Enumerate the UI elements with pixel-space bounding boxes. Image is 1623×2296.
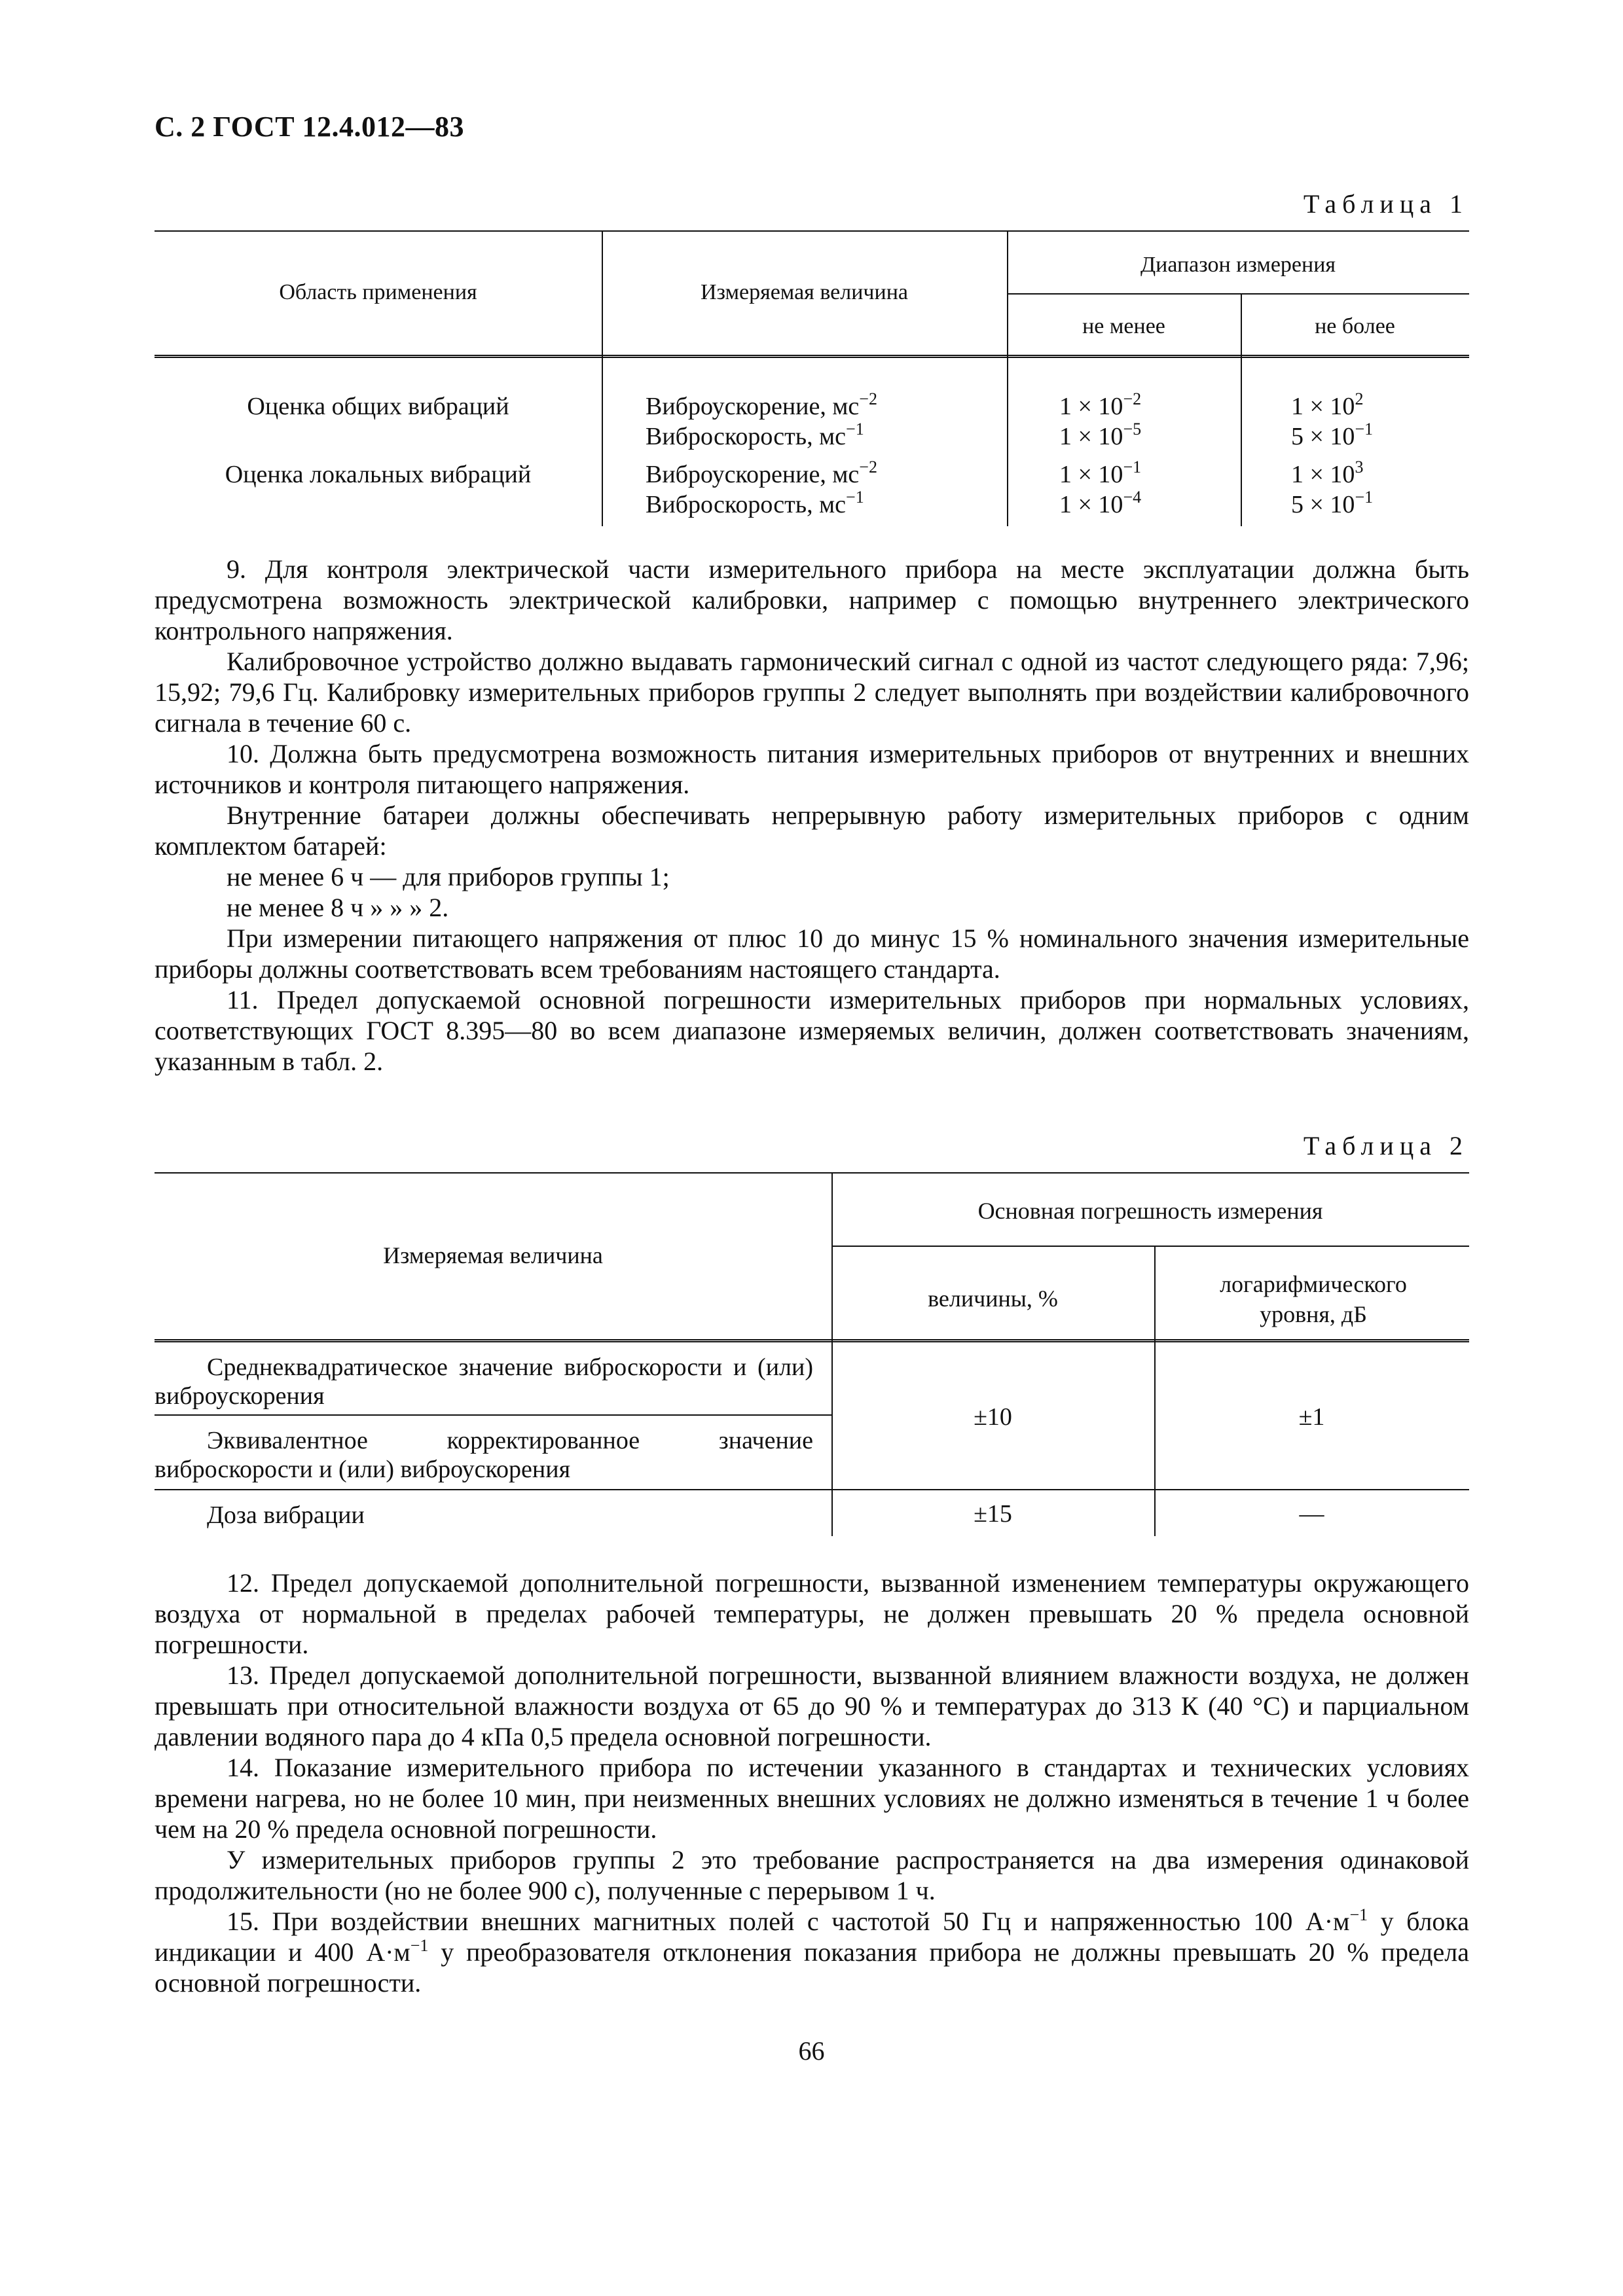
value-text: 1 × 10 — [1059, 461, 1123, 488]
quantity-text: Виброскорость, мс — [646, 491, 847, 518]
exponent: 3 — [1355, 457, 1364, 476]
value-text: 1 × 10 — [1059, 393, 1123, 420]
table2-header-log: логарифмического уровня, дБ — [1220, 1271, 1407, 1327]
table2-log-cell: — — [1299, 1500, 1324, 1528]
table1-area-cell: Оценка общих вибраций — [247, 393, 509, 420]
table1-caption: Таблица 1 — [1303, 189, 1468, 219]
value-text: 1 × 10 — [1059, 423, 1123, 450]
exponent: −2 — [859, 457, 877, 476]
exponent: −5 — [1123, 420, 1142, 439]
exponent: −2 — [859, 389, 877, 408]
table1-header-rule — [155, 355, 1469, 358]
table2-row-equivalent — [155, 1426, 813, 1484]
table1-max-cell — [1291, 459, 1373, 520]
table1-header-range: Диапазон измерения — [1140, 253, 1336, 277]
page-header: С. 2 ГОСТ 12.4.012—83 — [155, 111, 465, 143]
table2-value-cell: ±15 — [974, 1500, 1012, 1528]
value-text: 1 × 10 — [1291, 393, 1355, 420]
table1-area-cell: Оценка локальных вибраций — [225, 461, 532, 488]
table2-header-value: величины, % — [928, 1285, 1058, 1312]
table2-top-rule — [155, 1172, 1469, 1174]
text-run: у преобразователя отклонения показания прибора не должны превышать 20 % предела основной погрешности. — [155, 1937, 1470, 1998]
page-number: 66 — [798, 2036, 825, 2066]
paragraph: не менее 6 ч — для приборов группы 1; — [227, 862, 670, 891]
paragraph: У измерительных приборов группы 2 это требование распространяется на два измерения одинаковой продолжительности (но не более 900 с), полученные с перерывом 1 ч. — [155, 1845, 1469, 1905]
text-run: 15. При воздействии внешних магнитных полей с частотой 50 Гц и напряженностью 100 А·м — [227, 1907, 1350, 1936]
table1-min-cell — [1059, 391, 1141, 452]
table2-row-rule — [155, 1414, 831, 1416]
value-text: 5 × 10 — [1291, 423, 1355, 450]
table1-max-cell — [1291, 391, 1373, 452]
table2-divider — [1154, 1246, 1156, 1536]
paragraph: 13. Предел допускаемой дополнительной погрешности, вызванной влиянием влажности воздуха, не должен превышать при относительной влажности воздуха от 65 до 90 % и температурах до 313 К (40 °С) и парциальном давлении водяного пара до 4 кПа 0,5 предела основной погрешности. — [155, 1660, 1469, 1751]
table1-header-min: не менее — [1082, 314, 1165, 338]
exponent: −1 — [1355, 420, 1374, 439]
table1-subheader-rule — [1007, 293, 1469, 295]
table1-quantity-cell — [646, 459, 877, 520]
paragraphs-12-15 — [155, 1568, 1469, 1998]
value-text: 1 × 10 — [1291, 461, 1355, 488]
exponent: −4 — [1123, 488, 1142, 507]
paragraph: не менее 8 ч » » » 2. — [227, 893, 449, 922]
exponent: −1 — [846, 488, 864, 507]
table1-min-cell — [1059, 459, 1141, 520]
table1-quantity-cell — [646, 391, 877, 452]
paragraph: 14. Показание измерительного прибора по истечении указанного в стандартах и технических условиях времени нагрева, но не более 10 мин, при неизменных внешних условиях не должно изменяться в течение 1 ч более чем на 20 % предела основной погрешности. — [155, 1753, 1469, 1844]
row-label: Среднеквадратическое значение виброскорости и (или) виброускорения — [155, 1354, 813, 1410]
exponent: 2 — [1355, 389, 1364, 408]
paragraph: Калибровочное устройство должно выдавать гармонический сигнал с одной из частот следующего ряда: 7,96; 15,92; 79,6 Гц. Калибровку измерительных приборов группы 2 следует выполнять при воздействии калибровочного сигнала в течение 60 с. — [155, 647, 1469, 738]
table1-header-area: Область применения — [279, 280, 477, 304]
paragraph — [155, 1906, 1469, 1998]
exponent: −1 — [1349, 1905, 1368, 1924]
exponent: −2 — [1123, 389, 1142, 408]
table2-caption: Таблица 2 — [1303, 1131, 1468, 1160]
table2-row-rms — [155, 1353, 813, 1410]
text-run: у блока индикации и 400 А·м — [155, 1907, 1470, 1967]
quantity-text: Виброускорение, мс — [646, 393, 860, 420]
table2-subheader-rule — [831, 1246, 1469, 1247]
exponent: −1 — [1355, 488, 1374, 507]
row-label: Эквивалентное корректированное значение виброскорости и (или) виброускорения — [155, 1427, 813, 1483]
table1-divider — [602, 230, 603, 526]
value-text: 5 × 10 — [1291, 491, 1355, 518]
exponent: −1 — [846, 420, 864, 439]
table2-divider — [831, 1172, 833, 1536]
table2-row-dose — [155, 1501, 813, 1530]
table2-value-cell: ±10 — [974, 1403, 1012, 1431]
table1-header-quantity: Измеряемая величина — [700, 280, 909, 304]
quantity-text: Виброускорение, мс — [646, 461, 860, 488]
paragraph: Внутренние батареи должны обеспечивать непрерывную работу измерительных приборов с одним комплектом батарей: — [155, 800, 1469, 861]
table1-header-max: не более — [1315, 314, 1395, 338]
exponent: −1 — [1123, 457, 1142, 476]
paragraph: 12. Предел допускаемой дополнительной погрешности, вызванной изменением температуры окружающего воздуха от нормальной в пределах рабочей температуры, не должен превышать 20 % предела основной погрешности. — [155, 1568, 1469, 1659]
table2-row-rule — [155, 1489, 1469, 1490]
quantity-text: Виброскорость, мс — [646, 423, 847, 450]
table2-header-error: Основная погрешность измерения — [977, 1198, 1323, 1224]
paragraph: 10. Должна быть предусмотрена возможность питания измерительных приборов от внутренних и внешних источников и контроля питающего напряжения. — [155, 739, 1469, 799]
paragraph: 9. Для контроля электрической части измерительного прибора на месте эксплуатации должна быть предусмотрена возможность электрической калибровки, например с помощью внутреннего электрического контрольного напряжения. — [155, 554, 1469, 645]
table2-header-rule — [155, 1339, 1469, 1342]
paragraphs-9-11 — [155, 554, 1469, 1077]
row-label: Доза вибрации — [207, 1501, 365, 1529]
paragraph: 11. Предел допускаемой основной погрешности измерительных приборов при нормальных условиях, соответствующих ГОСТ 8.395—80 во всем диапазоне измеряемых величин, должен соответствовать значениям, указанным в табл. 2. — [155, 985, 1469, 1076]
paragraph: При измерении питающего напряжения от плюс 10 до минус 15 % номинального значения измерительные приборы должны соответствовать всем требованиям настоящего стандарта. — [155, 924, 1469, 984]
table2-log-cell: ±1 — [1298, 1403, 1325, 1431]
table2-header-quantity: Измеряемая величина — [383, 1242, 603, 1268]
table1-top-rule — [155, 230, 1469, 232]
exponent: −1 — [410, 1936, 429, 1955]
value-text: 1 × 10 — [1059, 491, 1123, 518]
